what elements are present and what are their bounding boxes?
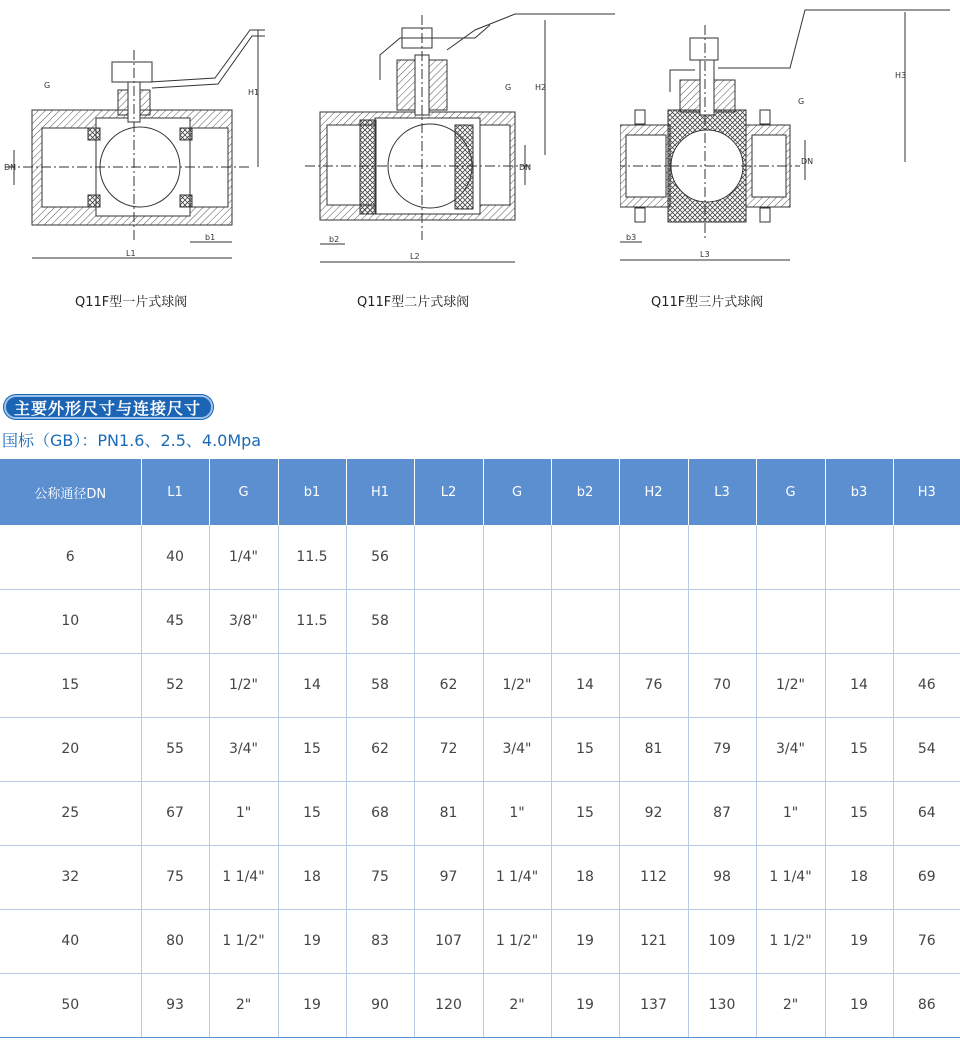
label-h: H2 [535, 83, 547, 92]
table-cell [688, 525, 756, 589]
table-cell: 137 [619, 973, 688, 1037]
label-h: H3 [895, 71, 907, 80]
table-cell [893, 589, 960, 653]
label-g: G [505, 83, 512, 92]
table-cell: 1/4" [209, 525, 278, 589]
table-cell: 112 [619, 845, 688, 909]
table-cell: 90 [346, 973, 414, 1037]
table-cell: 19 [825, 909, 893, 973]
table-cell [551, 589, 619, 653]
header-g3: G [756, 459, 825, 525]
header-g2: G [483, 459, 551, 525]
table-cell: 70 [688, 653, 756, 717]
table-cell: 120 [414, 973, 483, 1037]
table-row [0, 589, 960, 653]
label-g: G [798, 97, 805, 106]
table-cell: 10 [0, 589, 141, 653]
table-cell [414, 525, 483, 589]
header-h2: H2 [619, 459, 688, 525]
table-cell: 15 [0, 653, 141, 717]
table-cell: 62 [346, 717, 414, 781]
valve-drawings [0, 0, 960, 320]
table-cell [893, 525, 960, 589]
table-cell: 72 [414, 717, 483, 781]
table-cell: 11.5 [278, 525, 346, 589]
table-cell: 15 [551, 781, 619, 845]
table-cell: 3/4" [756, 717, 825, 781]
table-cell: 18 [825, 845, 893, 909]
table-cell: 1/2" [483, 653, 551, 717]
table-cell [483, 589, 551, 653]
table-cell: 6 [0, 525, 141, 589]
table-cell: 19 [278, 909, 346, 973]
table-cell: 76 [893, 909, 960, 973]
table-cell [756, 589, 825, 653]
table-cell: 1 1/2" [756, 909, 825, 973]
table-cell: 97 [414, 845, 483, 909]
header-b1: b1 [278, 459, 346, 525]
table-cell: 15 [825, 717, 893, 781]
table-cell: 86 [893, 973, 960, 1037]
dimensions-table [0, 459, 960, 1038]
table-cell: 121 [619, 909, 688, 973]
caption-one-piece: Q11F型一片式球阀 [75, 295, 188, 310]
table-cell: 15 [551, 717, 619, 781]
table-cell: 1" [483, 781, 551, 845]
table-cell: 92 [619, 781, 688, 845]
table-cell: 15 [825, 781, 893, 845]
table-row [0, 845, 960, 909]
table-cell: 25 [0, 781, 141, 845]
table-cell: 1 1/4" [209, 845, 278, 909]
table-cell: 18 [551, 845, 619, 909]
table-cell: 58 [346, 589, 414, 653]
header-l2: L2 [414, 459, 483, 525]
label-h: H1 [248, 88, 260, 97]
table-cell: 98 [688, 845, 756, 909]
table-cell: 80 [141, 909, 209, 973]
header-l1: L1 [141, 459, 209, 525]
two-piece-valve-drawing [305, 0, 625, 280]
header-h3: H3 [893, 459, 960, 525]
table-cell: 2" [756, 973, 825, 1037]
header-h1: H1 [346, 459, 414, 525]
table-cell: 62 [414, 653, 483, 717]
table-cell: 67 [141, 781, 209, 845]
header-b2: b2 [551, 459, 619, 525]
label-b: b1 [205, 233, 216, 242]
table-cell: 45 [141, 589, 209, 653]
table-cell [483, 525, 551, 589]
table-cell: 40 [141, 525, 209, 589]
table-cell: 75 [346, 845, 414, 909]
label-dn: DN [519, 163, 532, 172]
table-cell: 32 [0, 845, 141, 909]
table-cell: 81 [414, 781, 483, 845]
table-cell: 46 [893, 653, 960, 717]
table-cell [619, 525, 688, 589]
table-cell: 14 [825, 653, 893, 717]
table-cell [619, 589, 688, 653]
table-cell: 93 [141, 973, 209, 1037]
table-row [0, 653, 960, 717]
label-l: L1 [126, 249, 136, 258]
table-cell: 109 [688, 909, 756, 973]
table-cell: 1 1/4" [483, 845, 551, 909]
table-cell: 2" [209, 973, 278, 1037]
caption-two-piece: Q11F型二片式球阀 [357, 295, 470, 310]
table-cell: 1 1/2" [483, 909, 551, 973]
table-cell: 52 [141, 653, 209, 717]
table-cell: 50 [0, 973, 141, 1037]
three-piece-valve-drawing [620, 0, 955, 280]
section-title: 主要外形尺寸与连接尺寸 [4, 395, 213, 419]
table-cell: 20 [0, 717, 141, 781]
standard-line: 国标（GB）：PN1.6、2.5、4.0Mpa [2, 431, 262, 450]
table-row [0, 781, 960, 845]
table-cell: 19 [278, 973, 346, 1037]
table-cell: 14 [278, 653, 346, 717]
table-cell: 107 [414, 909, 483, 973]
table-cell: 83 [346, 909, 414, 973]
table-cell: 1/2" [756, 653, 825, 717]
table-row [0, 717, 960, 781]
table-cell [825, 589, 893, 653]
table-cell: 64 [893, 781, 960, 845]
table-cell: 18 [278, 845, 346, 909]
table-cell: 56 [346, 525, 414, 589]
table-cell: 76 [619, 653, 688, 717]
table-cell: 55 [141, 717, 209, 781]
header-g1: G [209, 459, 278, 525]
table-cell: 14 [551, 653, 619, 717]
table-row [0, 525, 960, 589]
label-dn: DN [4, 163, 17, 172]
table-cell: 3/4" [483, 717, 551, 781]
header-b3: b3 [825, 459, 893, 525]
table-cell: 19 [825, 973, 893, 1037]
table-cell: 54 [893, 717, 960, 781]
table-cell: 130 [688, 973, 756, 1037]
table-cell: 81 [619, 717, 688, 781]
header-dn: 公称通径DN [0, 459, 141, 525]
table-row [0, 909, 960, 973]
table-cell [414, 589, 483, 653]
table-cell: 2" [483, 973, 551, 1037]
table-cell: 1/2" [209, 653, 278, 717]
caption-three-piece: Q11F型三片式球阀 [651, 295, 764, 310]
label-dn: DN [801, 157, 814, 166]
table-cell: 68 [346, 781, 414, 845]
label-l: L2 [410, 252, 420, 261]
table-cell: 58 [346, 653, 414, 717]
table-cell: 15 [278, 717, 346, 781]
table-cell: 11.5 [278, 589, 346, 653]
table-cell: 75 [141, 845, 209, 909]
table-cell: 1 1/4" [756, 845, 825, 909]
table-cell: 19 [551, 909, 619, 973]
table-cell [551, 525, 619, 589]
table-cell: 79 [688, 717, 756, 781]
label-l: L3 [700, 250, 710, 259]
table-cell: 1 1/2" [209, 909, 278, 973]
one-piece-valve-drawing [0, 0, 300, 280]
table-cell [825, 525, 893, 589]
table-cell: 69 [893, 845, 960, 909]
table-header-row [0, 459, 960, 525]
header-l3: L3 [688, 459, 756, 525]
table-cell: 1" [756, 781, 825, 845]
table-cell [688, 589, 756, 653]
label-b: b2 [329, 235, 340, 244]
table-cell: 1" [209, 781, 278, 845]
label-b: b3 [626, 233, 637, 242]
table-cell: 3/4" [209, 717, 278, 781]
table-cell: 3/8" [209, 589, 278, 653]
table-row [0, 973, 960, 1037]
label-g: G [44, 81, 51, 90]
table-cell: 87 [688, 781, 756, 845]
table-cell: 40 [0, 909, 141, 973]
table-cell: 19 [551, 973, 619, 1037]
table-cell: 15 [278, 781, 346, 845]
table-cell [756, 525, 825, 589]
